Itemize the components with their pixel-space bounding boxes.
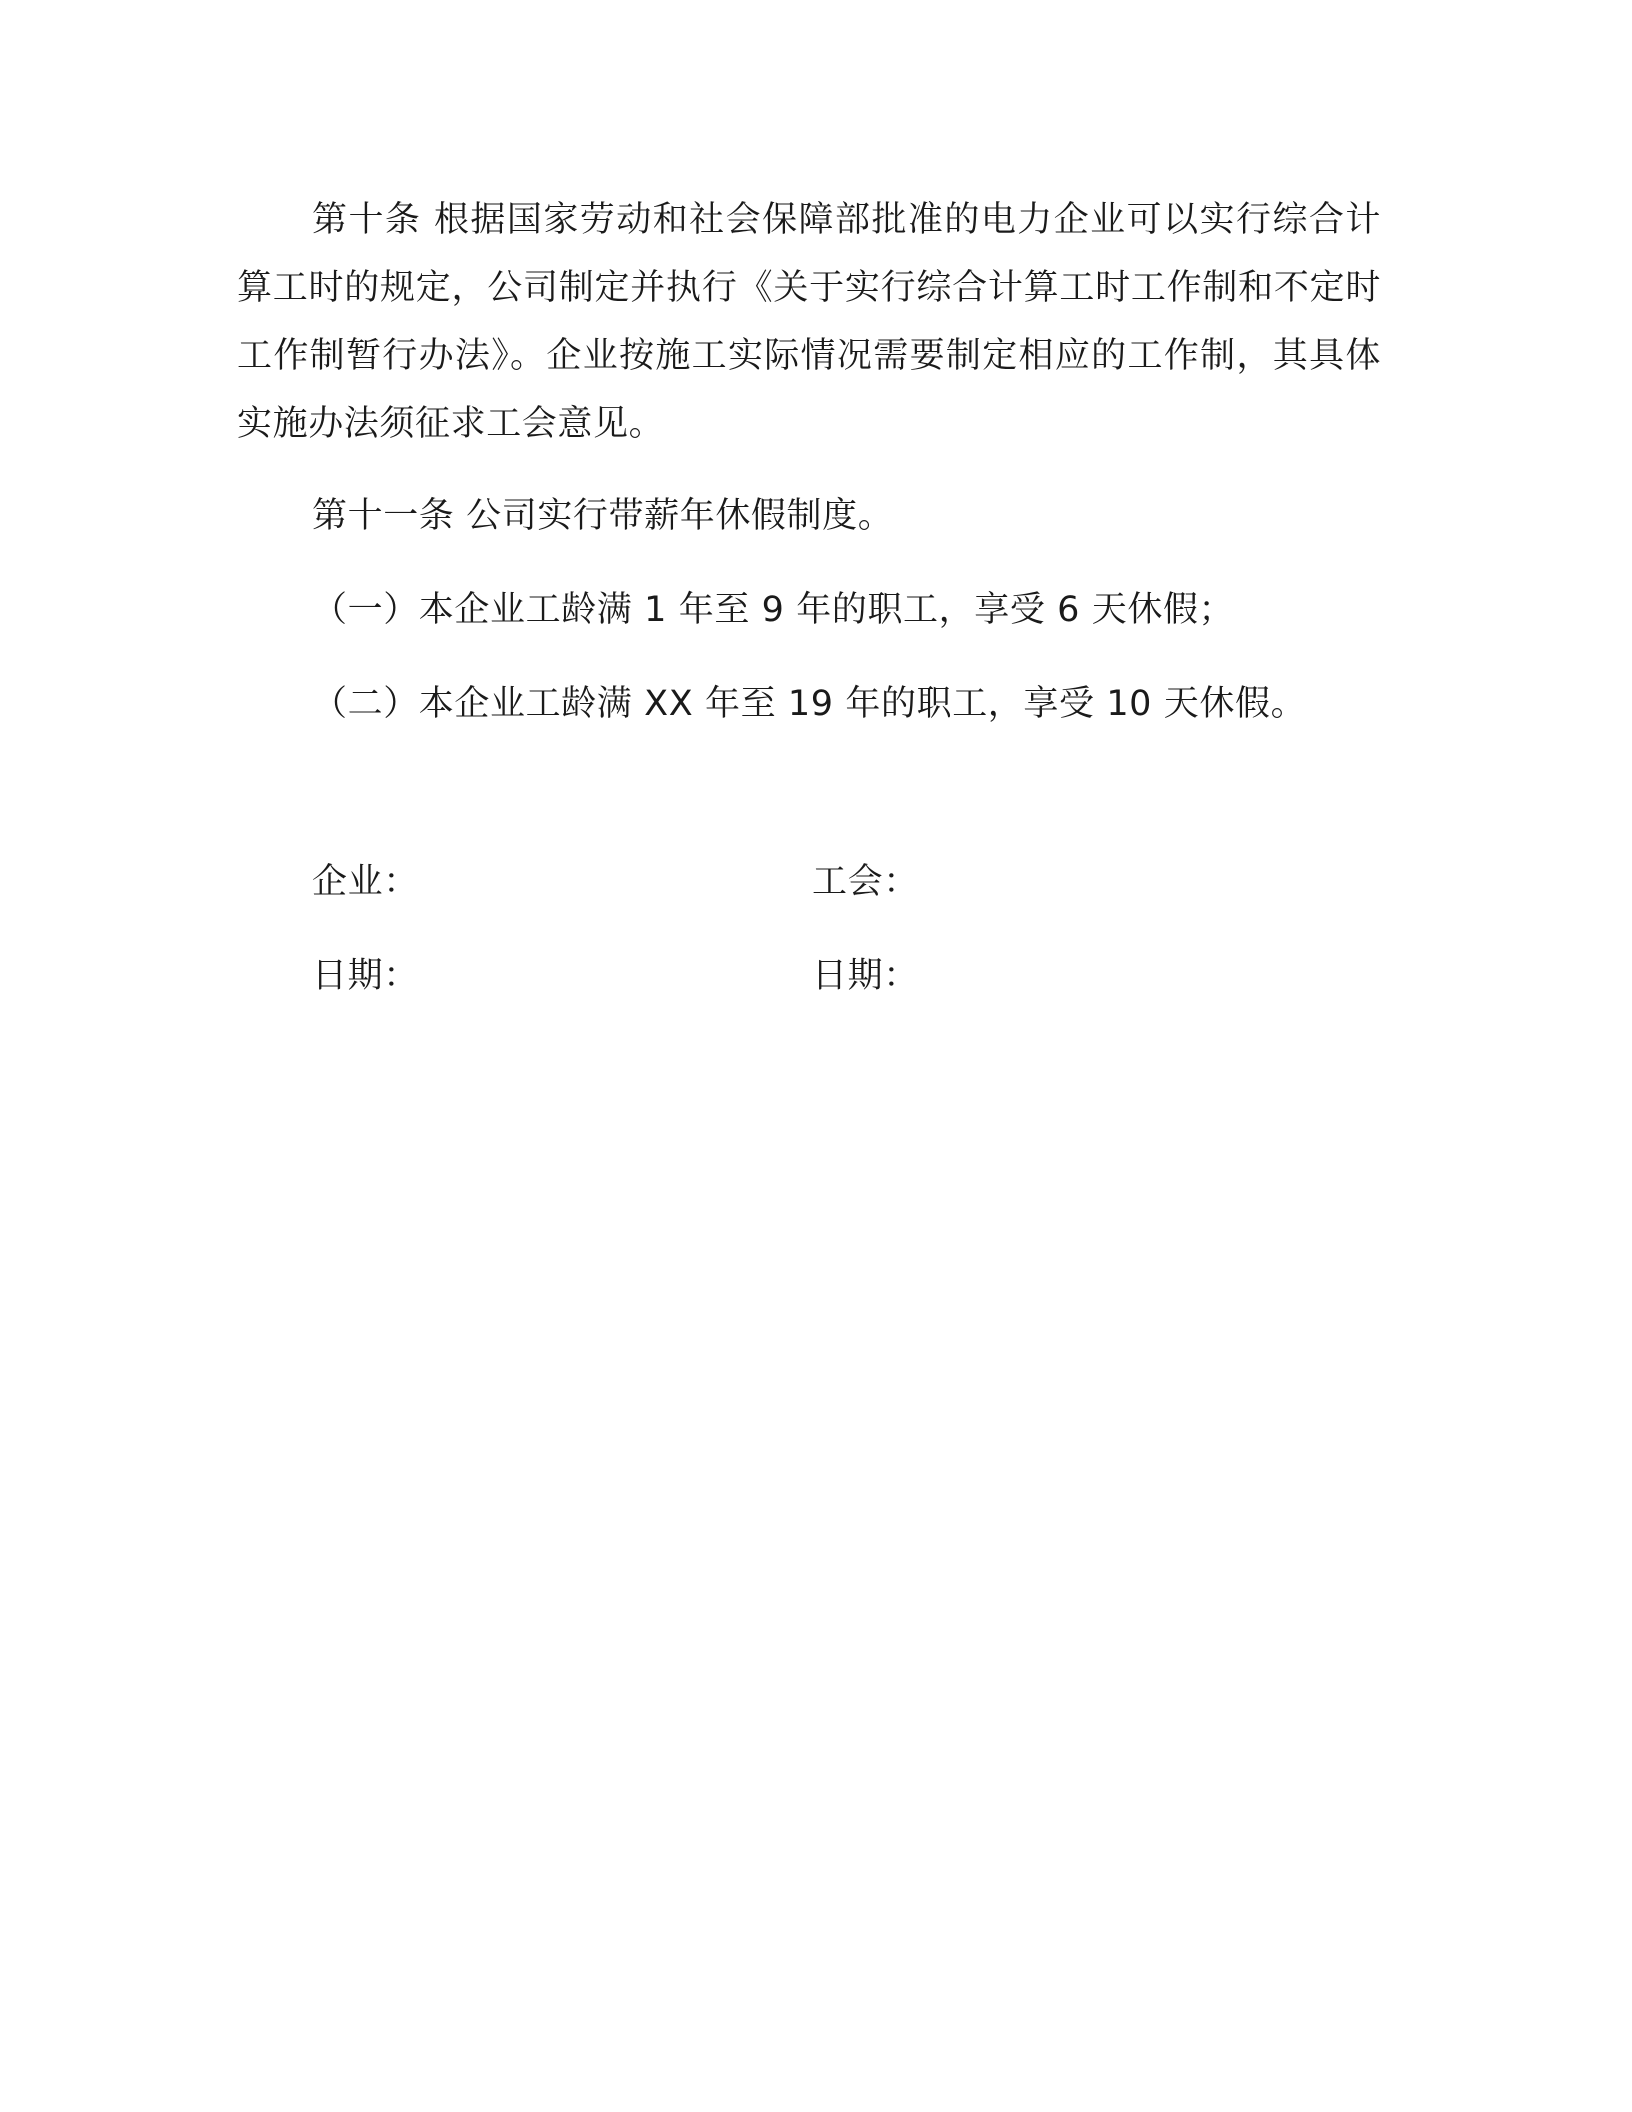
signature-row-dates bbox=[312, 946, 1312, 1006]
signature-row-parties bbox=[312, 852, 1312, 912]
document-body bbox=[237, 186, 1381, 738]
list-item: （二）本企业工龄满 XX 年至 19 年的职工，享受 10 天休假。 bbox=[312, 684, 1307, 724]
enterprise-date-label: 日期： bbox=[312, 956, 419, 996]
enterprise-signature-label: 企业： bbox=[312, 862, 419, 902]
union-signature-label: 工会： bbox=[812, 862, 919, 902]
union-date-label: 日期： bbox=[812, 956, 919, 996]
list-item: （一）本企业工龄满 1 年至 9 年的职工，享受 6 天休假； bbox=[312, 590, 1235, 630]
article-10-paragraph: 第十条 根据国家劳动和社会保障部批准的电力企业可以实行综合计算工时的规定，公司制定并执行《关于实行综合计算工时工作制和不定时工作制暂行办法》。企业按施工实际情况需要制定相应的工作制，其具体实施办法须征求工会意见。 bbox=[237, 200, 1381, 444]
signature-block bbox=[312, 852, 1312, 1006]
article-11-paragraph: 第十一条 公司实行带薪年休假制度。 bbox=[312, 496, 894, 536]
